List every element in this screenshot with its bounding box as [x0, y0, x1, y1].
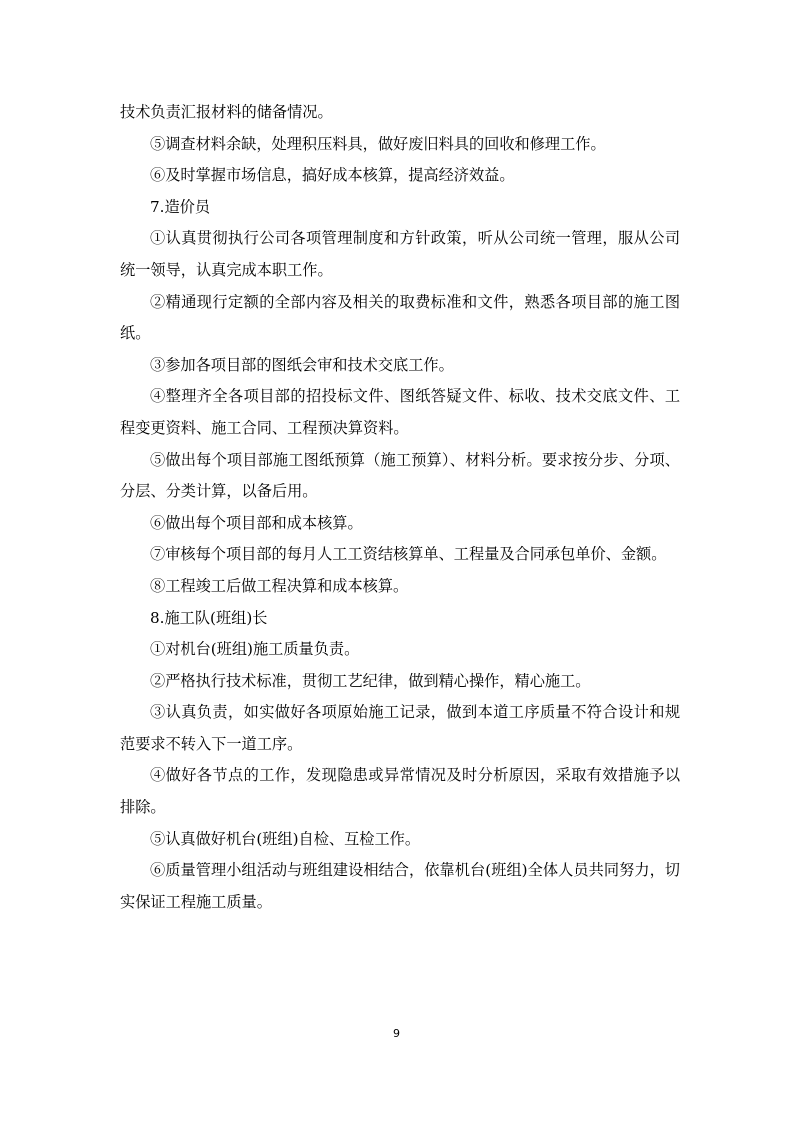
paragraph: ①对机台(班组)施工质量负责。: [150, 640, 360, 659]
page-number: 9: [393, 1027, 400, 1040]
paragraph: ②严格执行技术标准，贯彻工艺纪律，做到精心操作，精心施工。: [150, 671, 591, 690]
paragraph: ⑥质量管理小组活动与班组建设相结合，依靠机台(班组)全体人员共同努力，切实保证工程施工质量。: [120, 861, 680, 911]
section-heading: 8.施工队(班组)长: [150, 608, 268, 627]
paragraph: ③参加各项目部的图纸会审和技术交底工作。: [150, 355, 454, 374]
paragraph: ⑦审核每个项目部的每月人工工资结核算单、工程量及合同承包单价、金额。: [150, 545, 667, 564]
paragraph: ①认真贯彻执行公司各项管理制度和方针政策，听从公司统一管理，服从公司统一领导，认真完成本职工作。: [120, 229, 680, 279]
paragraph: ⑥做出每个项目部和成本核算。: [150, 513, 363, 532]
paragraph: ⑤做出每个项目部施工图纸预算（施工预算）、材料分析。要求按分步、分项、分层、分类计算，以备后用。: [120, 450, 680, 501]
paragraph: ⑤认真做好机台(班组)自检、互检工作。: [150, 829, 421, 848]
paragraph: ④整理齐全各项目部的招投标文件、图纸答疑文件、标收、技术交底文件、工程变更资料、施工合同、工程预决算资料。: [120, 387, 680, 437]
document-body: [120, 97, 680, 918]
paragraph: 技术负责汇报材料的储备情况。: [120, 103, 333, 121]
paragraph: ③认真负责，如实做好各项原始施工记录，做到本道工序质量不符合设计和规范要求不转入下一道工序。: [120, 703, 680, 753]
paragraph: ②精通现行定额的全部内容及相关的取费标准和文件，熟悉各项目部的施工图纸。: [120, 292, 680, 343]
section-heading: 7.造价员: [150, 197, 211, 216]
paragraph: ⑤调查材料余缺，处理积压料具，做好废旧料具的回收和修理工作。: [150, 134, 606, 153]
paragraph: ⑧工程竣工后做工程决算和成本核算。: [150, 576, 409, 595]
paragraph: ⑥及时掌握市场信息，搞好成本核算，提高经济效益。: [150, 166, 515, 185]
paragraph: ④做好各节点的工作，发现隐患或异常情况及时分析原因，采取有效措施予以排除。: [120, 766, 680, 817]
